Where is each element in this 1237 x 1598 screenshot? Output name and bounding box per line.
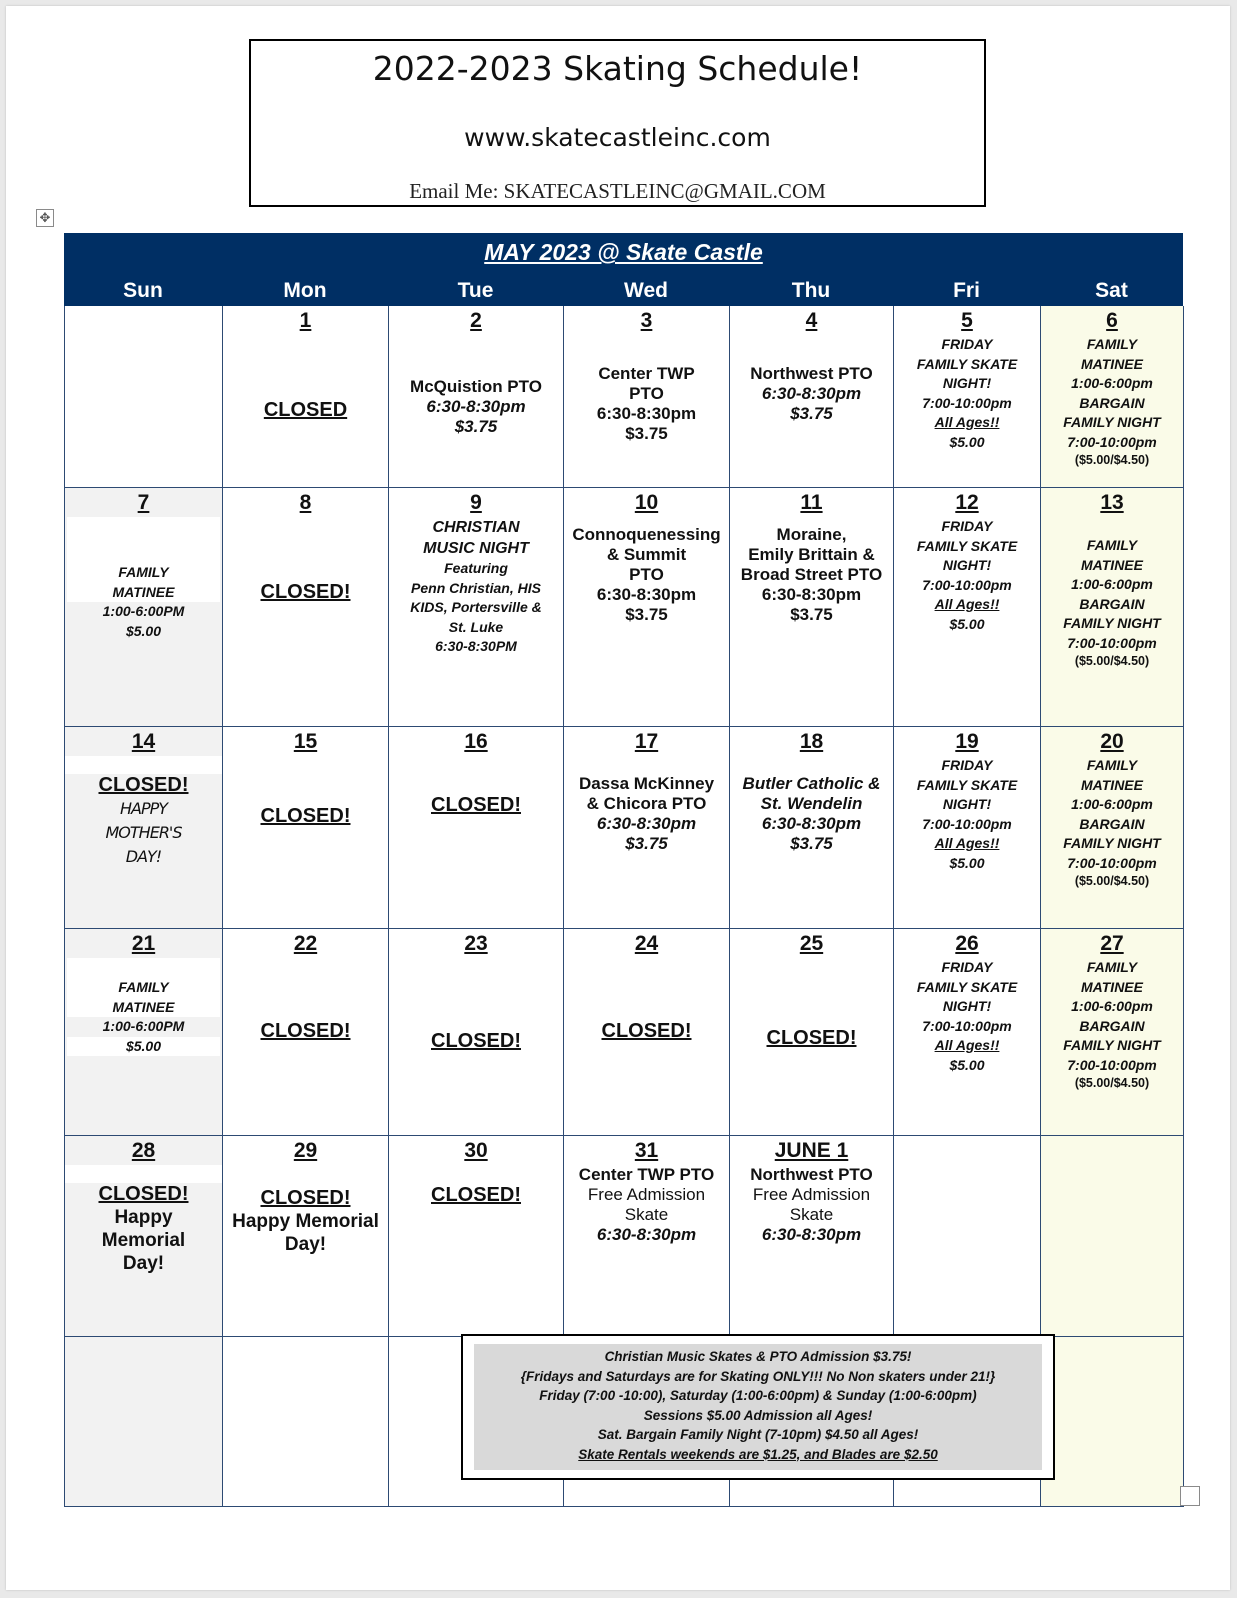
event-line: FAMILY SKATE <box>916 978 1018 995</box>
day-cell-9 <box>389 488 564 727</box>
event-line: Skate <box>624 1205 669 1224</box>
note-line: Skate Rentals weekends are $1.25, and Blades are $2.50 <box>578 1446 938 1462</box>
event-line: FAMILY SKATE <box>916 537 1018 554</box>
day-number: 16 <box>464 730 488 753</box>
day-cell-2 <box>389 306 564 488</box>
holiday-label: Happy <box>114 1207 173 1228</box>
day-cell-empty <box>1041 1136 1184 1337</box>
event-line: MATINEE <box>1081 776 1143 793</box>
closed-label: CLOSED! <box>601 1020 692 1042</box>
day-cell-11 <box>730 488 894 727</box>
day-number: 30 <box>464 1139 488 1162</box>
event-name: Center TWP <box>598 364 695 383</box>
event-price: $5.00 <box>949 615 985 632</box>
event-name: Northwest PTO <box>750 364 873 383</box>
calendar-table <box>64 233 1183 1507</box>
day-cell-20 <box>1041 727 1184 929</box>
event-time: 6:30-8:30pm <box>596 814 697 833</box>
event-time: 7:00-10:00pm <box>1067 634 1157 651</box>
day-number: 13 <box>1100 491 1124 514</box>
day-number: 3 <box>640 309 653 332</box>
closed-label: CLOSED <box>263 399 348 421</box>
weekday-wed: Wed <box>624 279 668 302</box>
event-time: 7:00-10:00pm <box>922 1017 1012 1034</box>
event-line: MATINEE <box>1081 556 1143 573</box>
day-number: 27 <box>1100 932 1124 955</box>
pricing-notes-box <box>461 1334 1055 1480</box>
day-cell-10 <box>564 488 730 727</box>
event-line: MATINEE <box>67 583 220 603</box>
day-cell-29 <box>223 1136 389 1337</box>
weekday-sat: Sat <box>1095 279 1128 302</box>
event-time: 1:00-6:00PM <box>102 1018 185 1034</box>
day-cell-4 <box>730 306 894 488</box>
event-line: NIGHT! <box>942 998 992 1014</box>
event-ages: All Ages!! <box>934 596 1000 612</box>
closed-label: CLOSED! <box>260 805 351 827</box>
event-name: Broad Street PTO <box>740 565 883 584</box>
event-line: FAMILY <box>1086 959 1138 975</box>
event-name: CHRISTIAN <box>432 519 520 536</box>
event-time: 6:30-8:30pm <box>426 397 526 416</box>
day-cell-3 <box>564 306 730 488</box>
day-cell-31 <box>564 1136 730 1337</box>
event-time: 7:00-10:00pm <box>1067 433 1157 450</box>
day-cell-empty <box>65 306 223 488</box>
day-number: 15 <box>293 730 318 753</box>
holiday-label: Day! <box>284 1234 327 1255</box>
closed-label: CLOSED! <box>260 1020 351 1042</box>
weekday-thu: Thu <box>791 279 831 302</box>
event-line: FAMILY <box>67 978 220 998</box>
day-number: 2 <box>470 309 482 332</box>
event-line: FAMILY NIGHT <box>1063 615 1161 631</box>
event-time: 7:00-10:00pm <box>922 394 1012 411</box>
day-cell-8 <box>223 488 389 727</box>
website-url[interactable]: www.skatecastleinc.com <box>464 123 771 152</box>
day-cell-empty <box>894 1136 1041 1337</box>
day-cell-14 <box>65 727 223 929</box>
event-time: 1:00-6:00PM <box>102 603 185 619</box>
header-box <box>249 39 986 207</box>
event-time: 1:00-6:00pm <box>1071 375 1153 391</box>
note-line: Christian Music Skates & PTO Admission $3.75! <box>604 1349 912 1364</box>
event-price: $5.00 <box>949 854 985 871</box>
event-line: BARGAIN <box>1079 815 1145 832</box>
day-cell-june-1 <box>730 1136 894 1337</box>
event-price: $3.75 <box>790 605 833 624</box>
event-price: $5.00 <box>949 1056 985 1073</box>
holiday-label: Memorial <box>101 1230 186 1251</box>
event-price: $5.00 <box>949 433 985 450</box>
day-number: 28 <box>65 1136 222 1165</box>
weekday-row <box>64 279 1183 305</box>
closed-label: CLOSED! <box>431 1184 521 1206</box>
day-number: 6 <box>1106 309 1118 332</box>
event-line: FRIDAY <box>941 757 993 773</box>
event-line: FAMILY NIGHT <box>1063 414 1161 430</box>
day-number: 9 <box>470 491 482 514</box>
event-time: 6:30-8:30pm <box>596 404 697 423</box>
day-number: 5 <box>961 309 973 332</box>
event-price: ($5.00/$4.50) <box>1074 874 1150 888</box>
event-price: ($5.00/$4.50) <box>1074 1076 1150 1090</box>
document-page <box>6 6 1230 1590</box>
event-line: FAMILY SKATE <box>916 355 1018 372</box>
event-time: 7:00-10:00pm <box>1067 854 1157 871</box>
schedule-title: 2022-2023 Skating Schedule! <box>372 49 863 88</box>
day-number: 31 <box>634 1139 659 1162</box>
event-time: 7:00-10:00pm <box>1067 1056 1157 1073</box>
day-cell-17 <box>564 727 730 929</box>
day-cell-empty <box>65 1337 223 1507</box>
day-number: 21 <box>65 929 222 958</box>
day-cell-12 <box>894 488 1041 727</box>
day-cell-16 <box>389 727 564 929</box>
day-cell-25 <box>730 929 894 1136</box>
event-ages: All Ages!! <box>934 1037 1000 1053</box>
event-name: & Chicora PTO <box>586 794 707 813</box>
event-price: $3.75 <box>625 605 668 624</box>
event-name: Connoquenessing <box>572 525 721 544</box>
event-time: 6:30-8:30pm <box>596 585 697 604</box>
day-cell-18 <box>730 727 894 929</box>
event-line: FAMILY <box>1086 336 1138 352</box>
event-line: St. Luke <box>448 618 504 635</box>
day-number: 8 <box>299 491 312 514</box>
closed-label: CLOSED! <box>98 1183 189 1205</box>
note-line: Sessions $5.00 Admission all Ages! <box>643 1407 873 1423</box>
event-line: NIGHT! <box>942 796 992 812</box>
day-cell-22 <box>223 929 389 1136</box>
event-line: Free Admission <box>752 1185 871 1204</box>
day-number: 14 <box>65 727 222 756</box>
event-time: 6:30-8:30PM <box>435 638 517 654</box>
day-number: 26 <box>955 932 979 955</box>
closed-label: CLOSED! <box>431 794 521 816</box>
day-number: 23 <box>464 932 488 955</box>
event-name: Dassa McKinney <box>578 774 715 793</box>
event-line: FAMILY <box>67 563 220 583</box>
day-cell-28 <box>65 1136 223 1337</box>
closed-label: CLOSED! <box>98 774 189 796</box>
event-price: $3.75 <box>790 404 833 423</box>
weekday-fri: Fri <box>953 279 980 302</box>
event-time: 6:30-8:30pm <box>761 1225 862 1244</box>
day-cell-6 <box>1041 306 1184 488</box>
event-name: & Summit <box>606 545 687 564</box>
event-time: 6:30-8:30pm <box>761 814 862 833</box>
event-line: MATINEE <box>1081 355 1143 372</box>
event-line: Penn Christian, HIS <box>411 579 541 596</box>
event-time: 7:00-10:00pm <box>922 815 1012 832</box>
note-line: {Fridays and Saturdays are for Skating ONLY!!! No Non skaters under 21!} <box>520 1368 996 1384</box>
event-line: BARGAIN <box>1079 394 1145 411</box>
event-price: $3.75 <box>625 424 668 443</box>
weekday-sun: Sun <box>123 279 163 302</box>
day-cell-26 <box>894 929 1041 1136</box>
day-number: 18 <box>799 730 824 753</box>
event-ages: All Ages!! <box>934 414 1000 430</box>
holiday-label: Day! <box>122 1253 165 1274</box>
event-line: MATINEE <box>67 998 220 1018</box>
event-line: NIGHT! <box>942 557 992 573</box>
day-cell-empty <box>223 1337 389 1507</box>
day-number: 29 <box>293 1139 318 1162</box>
day-number: JUNE 1 <box>774 1139 849 1162</box>
day-number: 20 <box>1100 730 1124 753</box>
event-line: FAMILY SKATE <box>916 776 1018 793</box>
event-name: PTO <box>629 384 664 403</box>
day-number: 11 <box>800 491 823 514</box>
day-cell-7 <box>65 488 223 727</box>
day-cell-24 <box>564 929 730 1136</box>
day-number: 22 <box>293 932 318 955</box>
event-ages: All Ages!! <box>934 835 1000 851</box>
closed-label: CLOSED! <box>260 581 351 603</box>
day-number: 25 <box>799 932 824 955</box>
holiday-label: Happy Memorial <box>232 1211 379 1232</box>
event-name: St. Wendelin <box>760 794 863 813</box>
day-number: 7 <box>65 488 222 517</box>
event-price: ($5.00/$4.50) <box>1074 453 1150 467</box>
event-line: FRIDAY <box>941 518 993 534</box>
closed-label: CLOSED! <box>260 1187 351 1209</box>
table-move-handle-icon[interactable]: ✥ <box>36 209 54 227</box>
day-number: 1 <box>299 309 312 332</box>
day-number: 17 <box>634 730 659 753</box>
day-cell-13 <box>1041 488 1184 727</box>
weekday-tue: Tue <box>457 279 494 302</box>
event-price: $3.75 <box>625 834 668 853</box>
holiday-label: HAPPY <box>119 799 168 818</box>
day-number: 24 <box>634 932 659 955</box>
event-time: 1:00-6:00pm <box>1071 796 1153 812</box>
table-resize-handle[interactable] <box>1180 1486 1200 1506</box>
event-time: 6:30-8:30pm <box>761 384 862 403</box>
event-name: McQuistion PTO <box>410 377 542 396</box>
day-cell-19 <box>894 727 1041 929</box>
closed-label: CLOSED! <box>431 1030 521 1052</box>
holiday-label: MOTHER'S <box>105 823 182 842</box>
event-line: FAMILY NIGHT <box>1063 835 1161 851</box>
event-name: MUSIC NIGHT <box>423 540 529 557</box>
event-line: FAMILY <box>1086 537 1138 553</box>
event-line: FRIDAY <box>941 336 993 352</box>
event-name: Northwest PTO <box>750 1165 873 1184</box>
day-cell-1 <box>223 306 389 488</box>
day-cell-5 <box>894 306 1041 488</box>
event-line: Featuring <box>444 560 508 576</box>
event-price: $5.00 <box>125 622 162 639</box>
day-number: 4 <box>805 309 818 332</box>
event-name: Emily Brittain & <box>748 545 875 564</box>
event-price: ($5.00/$4.50) <box>1074 654 1150 668</box>
calendar-title: MAY 2023 @ Skate Castle <box>484 239 763 265</box>
event-line: BARGAIN <box>1079 1017 1145 1034</box>
event-line: KIDS, Portersville & <box>410 599 542 615</box>
event-name: Center TWP PTO <box>578 1165 715 1184</box>
pricing-notes <box>474 1344 1042 1470</box>
event-price: $3.75 <box>790 834 833 853</box>
calendar-header <box>64 233 1183 306</box>
note-line: Friday (7:00 -10:00), Saturday (1:00-6:00pm) & Sunday (1:00-6:00pm) <box>539 1388 977 1403</box>
event-line: Free Admission <box>587 1185 706 1204</box>
note-line: Sat. Bargain Family Night (7-10pm) $4.50 all Ages! <box>597 1427 919 1442</box>
event-name: Moraine, <box>776 525 847 544</box>
event-line: NIGHT! <box>942 375 992 391</box>
event-name: PTO <box>629 565 664 584</box>
day-number: 19 <box>955 730 979 753</box>
event-line: Skate <box>789 1205 834 1224</box>
event-time: 1:00-6:00pm <box>1071 576 1153 592</box>
day-cell-21 <box>65 929 223 1136</box>
day-cell-15 <box>223 727 389 929</box>
event-name: Butler Catholic & <box>742 774 881 793</box>
day-number: 10 <box>634 491 659 514</box>
event-line: FAMILY NIGHT <box>1063 1037 1161 1053</box>
closed-label: CLOSED! <box>766 1027 857 1049</box>
weekday-mon: Mon <box>283 279 327 302</box>
event-time: 7:00-10:00pm <box>922 576 1012 593</box>
event-time: 1:00-6:00pm <box>1071 998 1153 1014</box>
event-line: BARGAIN <box>1079 595 1145 612</box>
event-time: 6:30-8:30pm <box>761 585 862 604</box>
day-cell-23 <box>389 929 564 1136</box>
event-price: $5.00 <box>67 1037 220 1057</box>
day-number: 12 <box>955 491 979 514</box>
calendar-grid <box>64 306 1183 1507</box>
holiday-label: DAY! <box>125 847 162 866</box>
day-cell-27 <box>1041 929 1184 1136</box>
day-cell-empty <box>1041 1337 1184 1507</box>
contact-email: Email Me: SKATECASTLEINC@GMAIL.COM <box>409 179 826 203</box>
event-time: 6:30-8:30pm <box>596 1225 697 1244</box>
day-cell-30 <box>389 1136 564 1337</box>
event-line: FRIDAY <box>941 959 993 975</box>
event-price: $3.75 <box>454 417 498 436</box>
event-line: MATINEE <box>1081 978 1143 995</box>
event-line: FAMILY <box>1086 757 1138 773</box>
